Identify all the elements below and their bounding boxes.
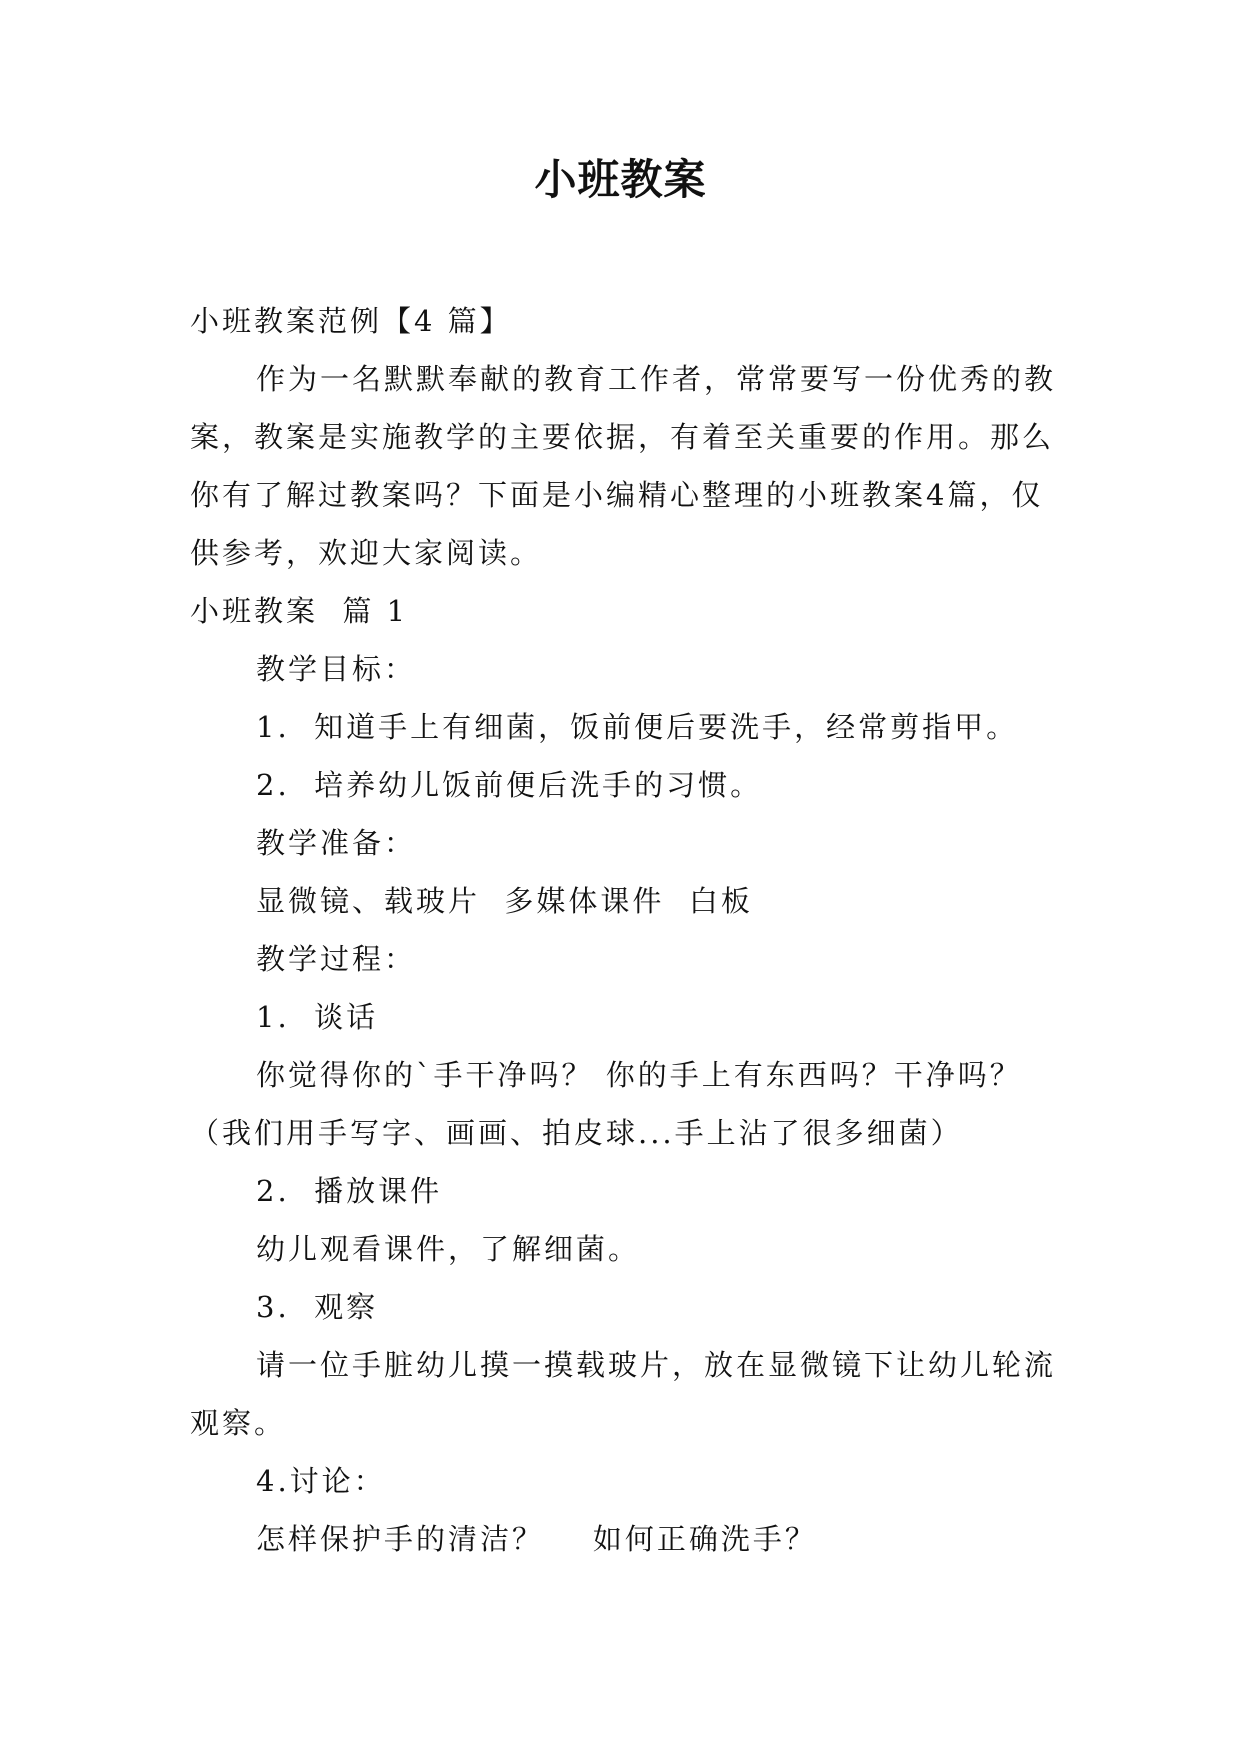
- process-step-3: 3. 观察: [256, 1290, 379, 1324]
- section-heading: 小班教案 篇 1: [190, 594, 409, 628]
- intro-paragraph: 作为一名默默奉献的教育工作者，常常要写一份优秀的教案，教案是实施教学的主要依据，有着至关重要的作用。那么你有了解过教案吗？下面是小编精心整理的小班教案4篇，仅供参考，欢迎大家阅读。: [190, 362, 1057, 570]
- document-body: [190, 292, 1070, 1568]
- preparation-items: 显微镜、载玻片 多媒体课件 白板: [256, 884, 753, 918]
- process-step-4: 4.讨论：: [256, 1464, 386, 1498]
- goal-item-1: 1. 知道手上有细菌，饭前便后要洗手，经常剪指甲。: [256, 710, 1019, 744]
- process-step-1: 1. 谈话: [256, 1000, 379, 1034]
- document-subtitle: 小班教案范例【4 篇】: [190, 304, 512, 338]
- process-heading: 教学过程：: [256, 942, 417, 976]
- teaching-goals-heading: 教学目标：: [256, 652, 417, 686]
- goal-item-2: 2. 培养幼儿饭前便后洗手的习惯。: [256, 768, 763, 802]
- preparation-heading: 教学准备：: [256, 826, 417, 860]
- step-4-questions: 怎样保护手的清洁？ 如何正确洗手？: [256, 1522, 817, 1556]
- talk-paragraph: 你觉得你的`手干净吗？ 你的手上有东西吗？干净吗？（我们用手写字、画画、拍皮球...手上沾了很多细菌）: [190, 1058, 1022, 1150]
- step-2-detail: 幼儿观看课件，了解细菌。: [256, 1232, 641, 1266]
- process-step-2: 2. 播放课件: [256, 1174, 443, 1208]
- observe-paragraph: 请一位手脏幼儿摸一摸载玻片，放在显微镜下让幼儿轮流观察。: [190, 1348, 1057, 1440]
- document-title: 小班教案: [534, 155, 707, 204]
